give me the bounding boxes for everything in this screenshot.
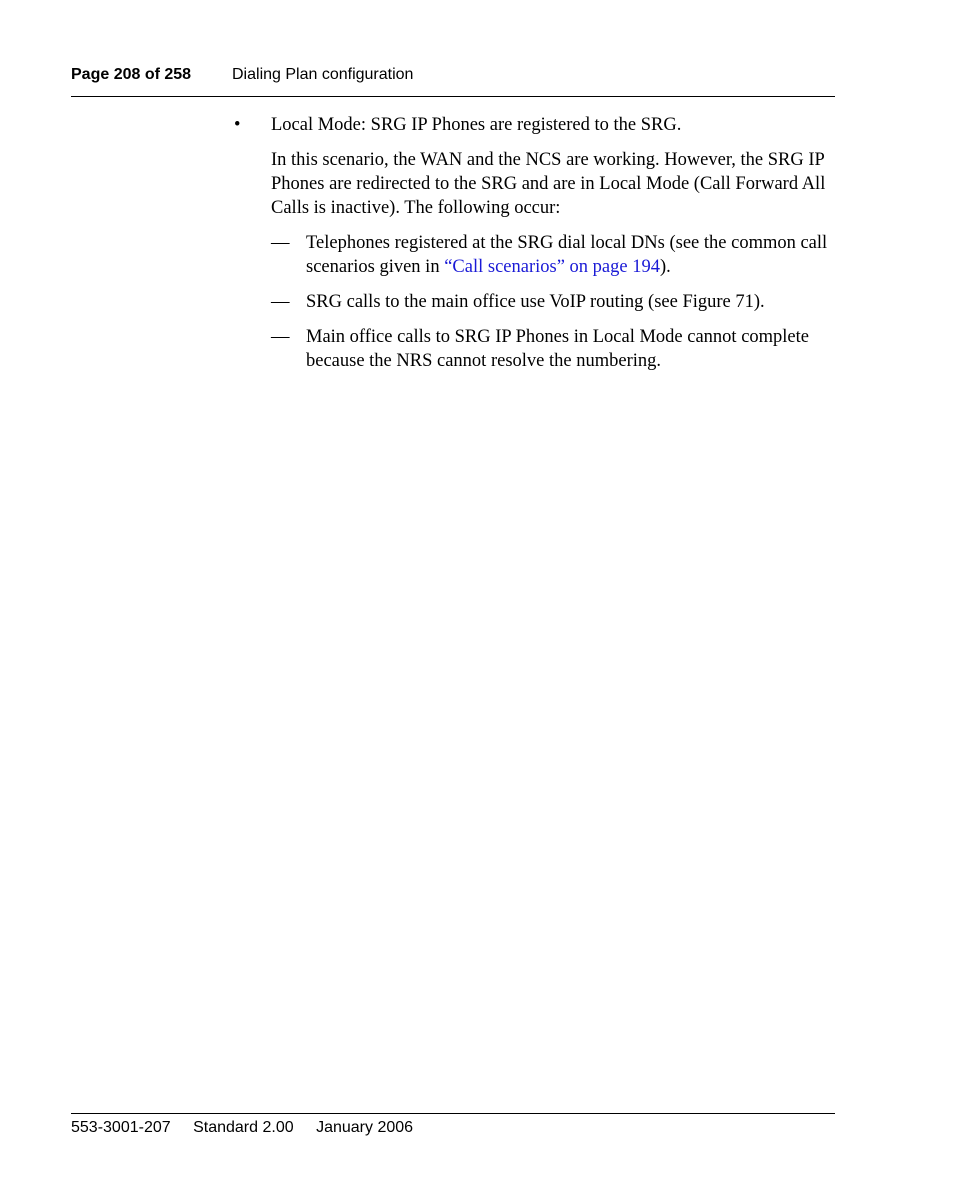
bullet-marker: • — [234, 115, 241, 135]
scenario-paragraph: In this scenario, the WAN and the NCS are working. However, the SRG IP Phones are redirected to the SRG and are in Local Mode (Call Forward All Calls is inactive). The following occur: — [271, 150, 826, 218]
document-number: 553-3001-207 — [71, 1119, 171, 1136]
bullet-text: Local Mode: SRG IP Phones are registered to the SRG. — [271, 115, 682, 135]
page-number: Page 208 of 258 — [71, 66, 192, 83]
dash-marker: — — [271, 233, 290, 253]
item-text-post: ). — [659, 257, 671, 277]
section-title: Dialing Plan configuration — [232, 66, 414, 83]
dash-marker: — — [271, 327, 290, 347]
item-text-pre: Telephones registered at the SRG dial local DNs (see the common call scenarios given in — [306, 233, 828, 277]
page-header — [71, 66, 835, 97]
list-item-text: Main office calls to SRG IP Phones in Local Mode cannot complete because the NRS cannot resolve the numbering. — [306, 327, 809, 371]
publication-date: January 2006 — [316, 1119, 414, 1136]
list-item-text: SRG calls to the main office use VoIP routing (see Figure 71). — [306, 292, 765, 312]
page-footer — [71, 1113, 835, 1137]
standard-version: Standard 2.00 — [193, 1119, 294, 1136]
list-item-text — [306, 231, 841, 279]
dash-marker: — — [271, 292, 290, 312]
call-scenarios-link[interactable]: “Call scenarios” on page 194 — [444, 257, 660, 277]
